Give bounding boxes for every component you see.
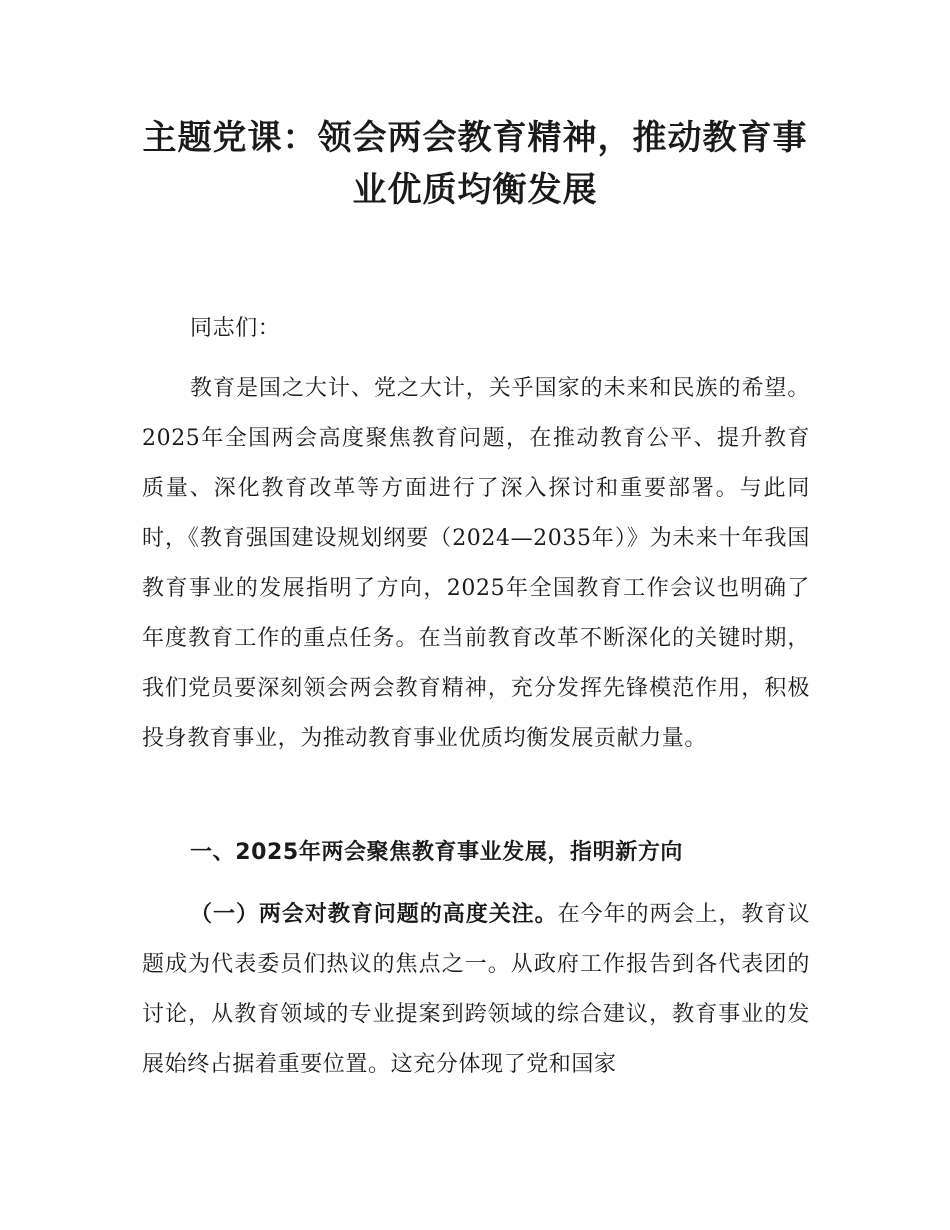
subsection-text: 在今年的两会上，教育议题成为代表委员们热议的焦点之一。从政府工作报告到各代表团的讨论，从教育领域的专业提案到跨领域的综合建议，教育事业的发展始终占据着重要位置。这充分体现了党和国家 [142,902,810,1077]
subsection-lead: （一）两会对教育问题的高度关注。 [190,902,558,927]
title-line-2: 业优质均衡发展 [352,170,598,210]
paragraph-intro: 教育是国之大计、党之大计，关乎国家的未来和民族的希望。2025年全国两会高度聚焦教育问题，在推动教育公平、提升教育质量、深化教育改革等方面进行了深入探讨和重要部署。与此同时，《教育强国建设规划纲要（2024—2035年）》为未来十年我国教育事业的发展指明了方向，2025年全国教育工作会议也明确了年度教育工作的重点任务。在当前教育改革不断深化的关键时期，我们党员要深刻领会两会教育精神，充分发挥先锋模范作用，积极投身教育事业，为推动教育事业优质均衡发展贡献力量。 [142,376,810,751]
paragraph-subsection-1 [142,890,810,1090]
section-heading-1: 一、2025年两会聚焦教育事业发展，指明新方向 [190,840,684,865]
title-line-1: 主题党课：领会两会教育精神，推动教育事 [142,118,808,158]
document-title [140,112,810,216]
greeting: 同志们： [190,316,281,341]
